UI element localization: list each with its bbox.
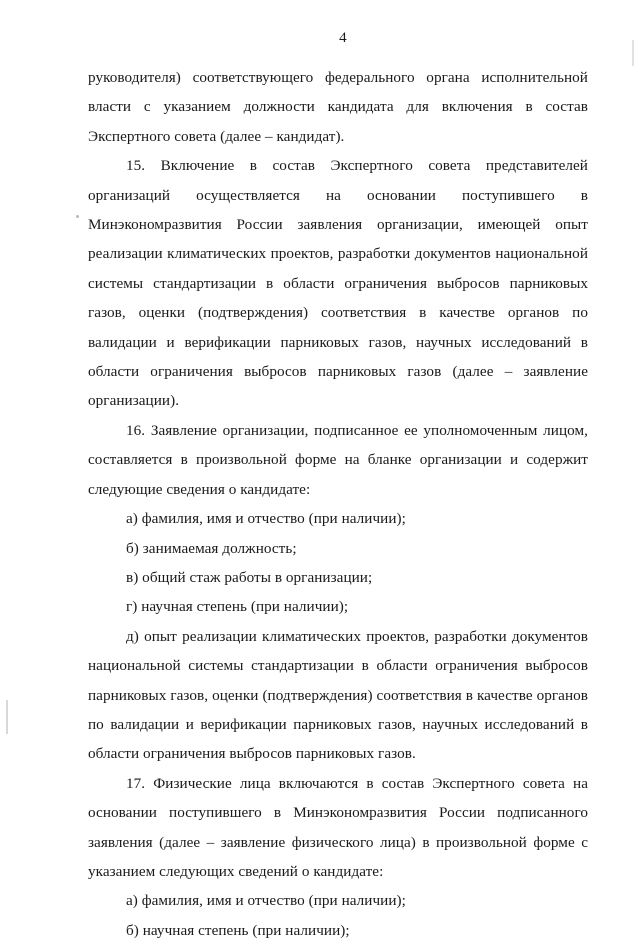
document-body [88,63,588,945]
paragraph-continuation: руководителя) соответствующего федерального органа исполнительной власти с указанием должности кандидата для включения в состав Экспертного совета (далее – кандидат). [88,69,588,145]
paragraph-17-item-b: б) научная степень (при наличии); [126,921,350,939]
scan-speck [76,215,79,218]
paragraph-16-item-v: в) общий стаж работы в организации; [126,568,373,586]
scan-edge-mark [632,40,634,66]
paragraph-16-item-b: б) занимаемая должность; [126,539,297,557]
paragraph-16: 16. Заявление организации, подписанное ее уполномоченным лицом, составляется в произвольной форме на бланке организации и содержит следующие сведения о кандидате: [88,421,588,498]
paragraph-17: 17. Физические лица включаются в состав Экспертного совета на основании поступившего в Минэкономразвития России подписанного заявления (далее – заявление физического лица) в произвольной форме с указанием следующих сведений о кандидате: [88,774,588,880]
paragraph-17-item-a: а) фамилия, имя и отчество (при наличии); [126,892,406,910]
paragraph-16-item-a: а) фамилия, имя и отчество (при наличии); [126,510,406,528]
page-number: 4 [339,30,347,46]
paragraph-16-item-d: д) опыт реализации климатических проектов, разработки документов национальной системы стандартизации в области ограничения выбросов парниковых газов, оценки (подтверждения) соответствия в качестве органов по валидации и верификации парниковых газов, научных исследований в области ограничения выбросов парниковых газов. [88,627,588,763]
paragraph-15: 15. Включение в состав Экспертного совета представителей организаций осуществляется на основании поступившего в Минэкономразвития России заявления организации, имеющей опыт реализации климатических проектов, разработки документов национальной системы стандартизации в области ограничения выбросов парниковых газов, оценки (подтверждения) соответствия в качестве органов по валидации и верификации парниковых газов, научных исследований в области ограничения выбросов парниковых газов (далее – заявление организации). [88,157,588,410]
paragraph-16-item-g: г) научная степень (при наличии); [126,598,349,616]
scan-edge-mark [6,700,8,734]
